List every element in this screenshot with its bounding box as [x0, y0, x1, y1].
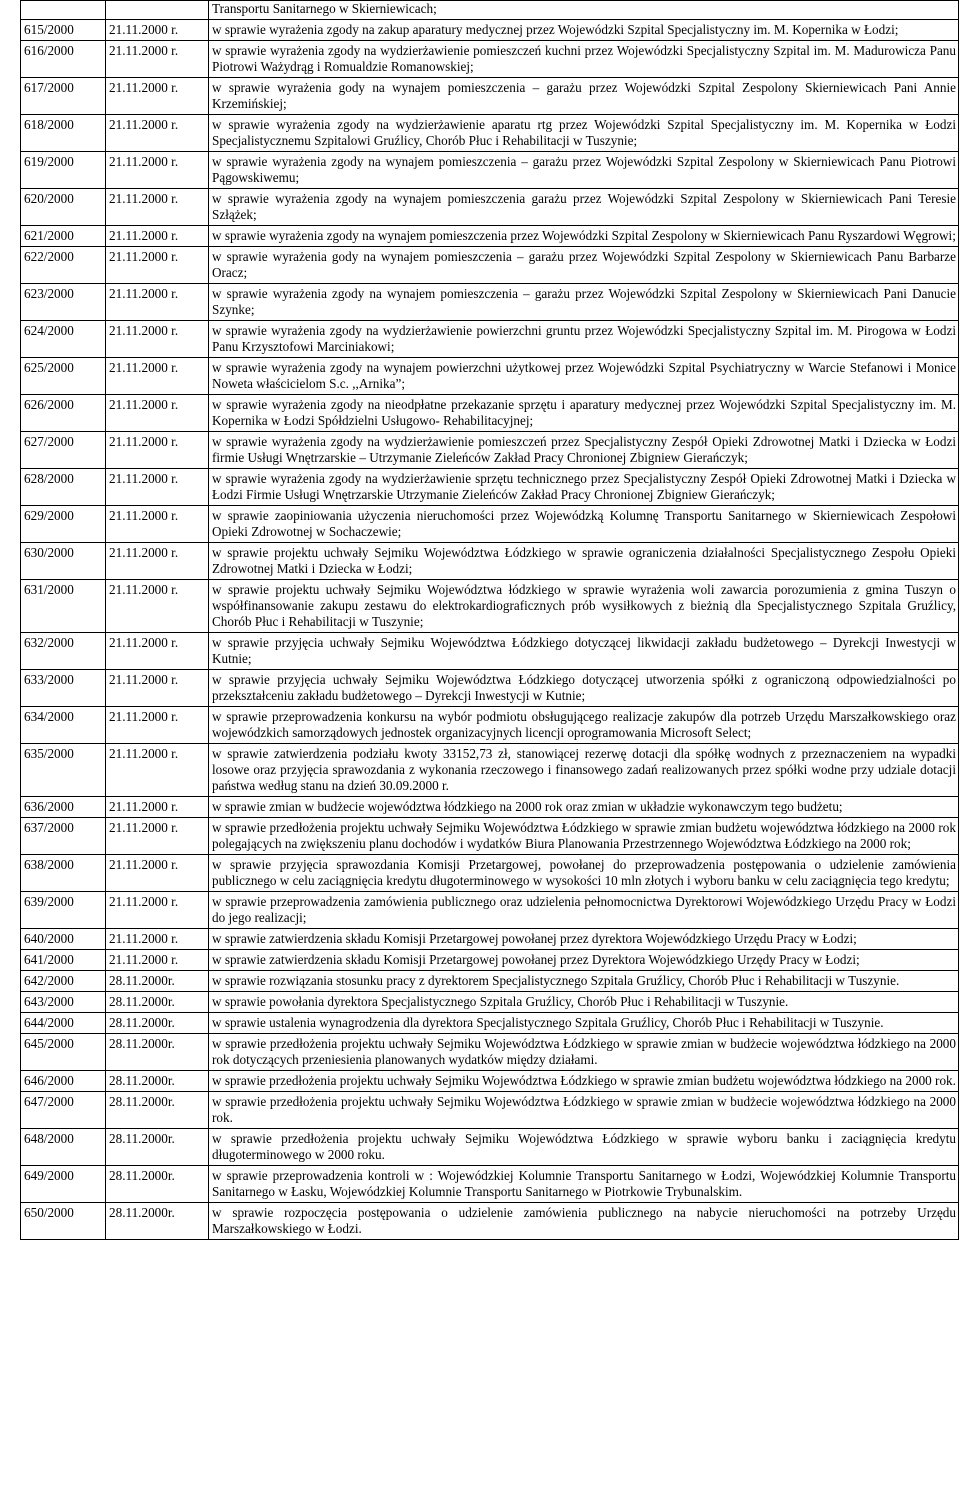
resolution-number: 644/2000 — [21, 1013, 106, 1034]
resolution-subject: w sprawie przedłożenia projektu uchwały Sejmiku Województwa Łódzkiego w sprawie zmian budżetu województwa łódzkiego na 2000 rok polegających na zwiększeniu planu dochodów i wydatków Biura Planowania Przestrzennego Województwa Łódzkiego na 2000 rok; — [209, 818, 959, 855]
resolution-number: 648/2000 — [21, 1129, 106, 1166]
resolution-row — [21, 78, 959, 115]
resolution-subject: w sprawie przyjęcia uchwały Sejmiku Województwa Łódzkiego dotyczącej utworzenia spółki z ograniczoną odpowiedzialności po przekształceniu zakładu budżetowego – Dyrekcji Inwestycji w Kutnie; — [209, 670, 959, 707]
resolution-number: 625/2000 — [21, 358, 106, 395]
resolution-row — [21, 1203, 959, 1240]
resolution-row — [21, 247, 959, 284]
resolution-date: 21.11.2000 r. — [106, 506, 209, 543]
resolution-date: 21.11.2000 r. — [106, 818, 209, 855]
resolution-subject: w sprawie wyrażenia zgody na wynajem pomieszczenia – garażu przez Wojewódzki Szpital Zespolony w Skierniewicach Pani Danucie Szynke; — [209, 284, 959, 321]
resolution-row — [21, 1071, 959, 1092]
resolution-row — [21, 818, 959, 855]
resolution-date: 28.11.2000r. — [106, 1034, 209, 1071]
resolution-subject: w sprawie projektu uchwały Sejmiku Województwa łódzkiego w sprawie wyrażenia woli zawarcia porozumienia z gmina Tuszyn o współfinansowanie zakupu zestawu do elektrokardiograficznych prób wysiłkowych z bieżnią dla Specjalistycznego Szpitala Gruźlicy, Chorób Płuc i Rehabilitacji w Tuszynie; — [209, 580, 959, 633]
resolution-number: 633/2000 — [21, 670, 106, 707]
resolution-date: 21.11.2000 r. — [106, 115, 209, 152]
resolution-subject: w sprawie przeprowadzenia kontroli w : Wojewódzkiej Kolumnie Transportu Sanitarnego w Łodzi, Wojewódzkiej Kolumnie Transportu Sanitarnego w Łasku, Wojewódzkiej Kolumnie Transportu Sanitarnego w Piotrkowie Trybunalskim. — [209, 1166, 959, 1203]
resolution-number: 624/2000 — [21, 321, 106, 358]
resolution-number: 622/2000 — [21, 247, 106, 284]
resolution-row — [21, 1034, 959, 1071]
resolution-date: 28.11.2000r. — [106, 1071, 209, 1092]
continuation-no-cell — [21, 1, 106, 20]
resolution-row — [21, 358, 959, 395]
resolution-subject: w sprawie przyjęcia sprawozdania Komisji Przetargowej, powołanej do przeprowadzenia postępowania o udzielenie zamówienia publicznego w celu zaciągnięcia kredytu długoterminowego w wysokości 10 mln złotych i wyboru banku w celu zaciągnięcia tego kredytu; — [209, 855, 959, 892]
resolution-row — [21, 950, 959, 971]
resolution-row — [21, 284, 959, 321]
resolution-number: 628/2000 — [21, 469, 106, 506]
resolution-subject: w sprawie zmian w budżecie województwa łódzkiego na 2000 rok oraz zmian w układzie wykonawczym tego budżetu; — [209, 797, 959, 818]
resolution-number: 615/2000 — [21, 20, 106, 41]
resolution-subject: w sprawie ustalenia wynagrodzenia dla dyrektora Specjalistycznego Szpitala Gruźlicy, Chorób Płuc i Rehabilitacji w Tuszynie. — [209, 1013, 959, 1034]
resolution-number: 645/2000 — [21, 1034, 106, 1071]
resolution-row — [21, 469, 959, 506]
resolution-date: 21.11.2000 r. — [106, 950, 209, 971]
resolution-subject: w sprawie rozpoczęcia postępowania o udzielenie zamówienia publicznego na nabycie nieruchomości na potrzeby Urzędu Marszałkowskiego w Łodzi. — [209, 1203, 959, 1240]
resolution-subject: w sprawie wyrażenia gody na wynajem pomieszczenia – garażu przez Wojewódzki Szpital Zespolony Skierniewicach Pani Annie Krzemińskiej; — [209, 78, 959, 115]
resolution-subject: w sprawie wyrażenia zgody na wynajem pomieszczenia garażu przez Wojewódzki Szpital Zespolony w Skierniewicach Pani Teresie Szłążek; — [209, 189, 959, 226]
resolution-date: 21.11.2000 r. — [106, 247, 209, 284]
resolution-date: 21.11.2000 r. — [106, 189, 209, 226]
resolution-date: 21.11.2000 r. — [106, 543, 209, 580]
resolution-number: 639/2000 — [21, 892, 106, 929]
resolution-date: 21.11.2000 r. — [106, 432, 209, 469]
resolution-row — [21, 152, 959, 189]
resolution-row — [21, 744, 959, 797]
resolution-number: 629/2000 — [21, 506, 106, 543]
resolution-subject: w sprawie wyrażenia zgody na wynajem pomieszczenia – garażu przez Wojewódzki Szpital Zespolony w Skierniewicach Panu Piotrowi Pągowskiwemu; — [209, 152, 959, 189]
resolution-subject: w sprawie wyrażenia zgody na wydzierżawienie aparatu rtg przez Wojewódzki Szpital Specjalistyczny im. M. Kopernika w Łodzi Specjalistycznemu Szpitalowi Gruźlicy, Chorób Płuc i Rehabilitacji w Tuszynie; — [209, 115, 959, 152]
resolution-date: 28.11.2000r. — [106, 992, 209, 1013]
resolution-subject: w sprawie zaopiniowania użyczenia nieruchomości przez Wojewódzką Kolumnę Transportu Sanitarnego w Skierniewicach Zespołowi Opieki Zdrowotnej w Sochaczewie; — [209, 506, 959, 543]
resolution-row — [21, 670, 959, 707]
resolutions-table-body — [21, 1, 959, 1240]
resolution-number: 620/2000 — [21, 189, 106, 226]
resolution-row — [21, 1166, 959, 1203]
resolutions-table — [20, 0, 959, 1240]
resolution-row — [21, 855, 959, 892]
resolution-row — [21, 506, 959, 543]
resolution-subject: w sprawie wyrażenia zgody na zakup aparatury medycznej przez Wojewódzki Szpital Specjalistyczny im. M. Kopernika w Łodzi; — [209, 20, 959, 41]
resolution-row — [21, 707, 959, 744]
resolution-subject: w sprawie przeprowadzenia zamówienia publicznego oraz udzielenia pełnomocnictwa Dyrektorowi Wojewódzkiego Urzędu Pracy w Łodzi do jego realizacji; — [209, 892, 959, 929]
resolution-number: 616/2000 — [21, 41, 106, 78]
resolution-number: 619/2000 — [21, 152, 106, 189]
resolution-row — [21, 226, 959, 247]
resolution-number: 650/2000 — [21, 1203, 106, 1240]
resolution-number: 637/2000 — [21, 818, 106, 855]
resolution-row — [21, 41, 959, 78]
resolution-subject: w sprawie powołania dyrektora Specjalistycznego Szpitala Gruźlicy, Chorób Płuc i Rehabilitacji w Tuszynie. — [209, 992, 959, 1013]
resolution-number: 647/2000 — [21, 1092, 106, 1129]
resolution-row — [21, 929, 959, 950]
resolution-row — [21, 543, 959, 580]
resolution-number: 638/2000 — [21, 855, 106, 892]
resolution-date: 21.11.2000 r. — [106, 41, 209, 78]
resolution-date: 21.11.2000 r. — [106, 670, 209, 707]
resolution-subject: w sprawie zatwierdzenia składu Komisji Przetargowej powołanej przez Dyrektora Wojewódzkiego Urzędy Pracy w Łodzi; — [209, 950, 959, 971]
resolution-date: 21.11.2000 r. — [106, 395, 209, 432]
resolution-row — [21, 971, 959, 992]
resolution-date: 28.11.2000r. — [106, 971, 209, 992]
resolution-row — [21, 20, 959, 41]
resolution-number: 623/2000 — [21, 284, 106, 321]
resolution-number: 646/2000 — [21, 1071, 106, 1092]
resolution-subject: w sprawie zatwierdzenia składu Komisji Przetargowej powołanej przez dyrektora Wojewódzkiego Urzędu Pracy w Łodzi; — [209, 929, 959, 950]
resolution-number: 626/2000 — [21, 395, 106, 432]
resolution-date: 21.11.2000 r. — [106, 633, 209, 670]
resolution-subject: w sprawie przedłożenia projektu uchwały Sejmiku Województwa Łódzkiego w sprawie wyboru banku i zaciągnięcia kredytu długoterminowego w 2000 roku. — [209, 1129, 959, 1166]
resolution-subject: w sprawie przyjęcia uchwały Sejmiku Województwa Łódzkiego dotyczącej likwidacji zakładu budżetowego – Dyrekcji Inwestycji w Kutnie; — [209, 633, 959, 670]
resolution-number: 649/2000 — [21, 1166, 106, 1203]
resolution-date: 21.11.2000 r. — [106, 744, 209, 797]
resolution-row — [21, 1092, 959, 1129]
continuation-row — [21, 1, 959, 20]
resolution-number: 635/2000 — [21, 744, 106, 797]
resolution-date: 21.11.2000 r. — [106, 469, 209, 506]
resolution-date: 21.11.2000 r. — [106, 284, 209, 321]
resolution-row — [21, 992, 959, 1013]
resolution-number: 630/2000 — [21, 543, 106, 580]
resolution-number: 632/2000 — [21, 633, 106, 670]
resolution-subject: w sprawie projektu uchwały Sejmiku Województwa Łódzkiego w sprawie ograniczenia działalności Specjalistycznego Zespołu Opieki Zdrowotnej Matki i Dziecka w Łodzi; — [209, 543, 959, 580]
resolution-number: 617/2000 — [21, 78, 106, 115]
continuation-subject: Transportu Sanitarnego w Skierniewicach; — [209, 1, 959, 20]
resolution-number: 634/2000 — [21, 707, 106, 744]
resolution-date: 21.11.2000 r. — [106, 358, 209, 395]
resolution-row — [21, 1129, 959, 1166]
resolution-date: 28.11.2000r. — [106, 1129, 209, 1166]
resolution-subject: w sprawie wyrażenia zgody na wynajem pomieszczenia przez Wojewódzki Szpital Zespolony w Skierniewicach Panu Ryszardowi Węgrowi; — [209, 226, 959, 247]
resolution-date: 21.11.2000 r. — [106, 152, 209, 189]
resolution-date: 28.11.2000r. — [106, 1203, 209, 1240]
resolution-date: 21.11.2000 r. — [106, 321, 209, 358]
resolution-subject: w sprawie wyrażenia zgody na wydzierżawienie sprzętu technicznego przez Specjalistyczny Zespół Opieki Zdrowotnej Matki i Dziecka w Łodzi Firmie Usługi Wnętrzarskie Utrzymanie Zieleńców Zakład Pracy Chronionej Zbigniew Gierańczyk; — [209, 469, 959, 506]
resolution-row — [21, 432, 959, 469]
resolution-row — [21, 892, 959, 929]
resolution-row — [21, 115, 959, 152]
resolution-date: 21.11.2000 r. — [106, 580, 209, 633]
resolution-subject: w sprawie przeprowadzenia konkursu na wybór podmiotu obsługującego realizacje zakupów dla potrzeb Urzędu Marszałkowskiego oraz wojewódzkich samorządowych jednostek organizacyjnych licencji oprogramowania Microsoft Select; — [209, 707, 959, 744]
resolution-date: 21.11.2000 r. — [106, 707, 209, 744]
resolution-subject: w sprawie wyrażenia zgody na wydzierżawienie pomieszczeń przez Specjalistyczny Zespół Opieki Zdrowotnej Matki i Dziecka w Łodzi firmie Usługi Wnętrzarskie – Utrzymanie Zieleńców Zakład Pracy Chronionej Zbigniew Gierańczyk; — [209, 432, 959, 469]
resolution-date: 21.11.2000 r. — [106, 892, 209, 929]
resolution-number: 642/2000 — [21, 971, 106, 992]
resolution-row — [21, 321, 959, 358]
resolution-subject: w sprawie wyrażenia zgody na nieodpłatne przekazanie sprzętu i aparatury medycznej przez Wojewódzki Szpital Specjalistyczny im. M. Kopernika w Łodzi Spółdzielni Usługowo- Rehabilitacyjnej; — [209, 395, 959, 432]
resolution-date: 21.11.2000 r. — [106, 78, 209, 115]
resolution-date: 21.11.2000 r. — [106, 20, 209, 41]
resolution-row — [21, 797, 959, 818]
resolution-subject: w sprawie wyrażenia zgody na wynajem powierzchni użytkowej przez Wojewódzki Szpital Psychiatryczny w Warcie Stefanowi i Monice Noweta właścicielom S.c. ,,Arnika”; — [209, 358, 959, 395]
resolution-row — [21, 580, 959, 633]
resolution-date: 21.11.2000 r. — [106, 855, 209, 892]
resolution-number: 621/2000 — [21, 226, 106, 247]
resolution-date: 21.11.2000 r. — [106, 797, 209, 818]
resolution-number: 627/2000 — [21, 432, 106, 469]
resolution-number: 641/2000 — [21, 950, 106, 971]
resolution-row — [21, 633, 959, 670]
resolution-number: 618/2000 — [21, 115, 106, 152]
resolution-subject: w sprawie przedłożenia projektu uchwały Sejmiku Województwa Łódzkiego w sprawie zmian w budżecie województwa łódzkiego na 2000 rok dotyczących przeniesienia planowanych wydatków między działami. — [209, 1034, 959, 1071]
resolution-date: 28.11.2000r. — [106, 1092, 209, 1129]
resolution-subject: w sprawie przedłożenia projektu uchwały Sejmiku Województwa Łódzkiego w sprawie zmian budżetu województwa łódzkiego na 2000 rok. — [209, 1071, 959, 1092]
resolution-subject: w sprawie wyrażenia zgody na wydzierżawienie pomieszczeń kuchni przez Wojewódzki Specjalistyczny Szpital im. M. Madurowicza Panu Piotrowi Ważydrąg i Romualdzie Romanowskiej; — [209, 41, 959, 78]
resolution-row — [21, 395, 959, 432]
resolution-subject: w sprawie wyrażenia zgody na wydzierżawienie powierzchni gruntu przez Wojewódzki Specjalistyczny Szpital im. M. Pirogowa w Łodzi Panu Krzysztofowi Marciniakowi; — [209, 321, 959, 358]
resolution-number: 631/2000 — [21, 580, 106, 633]
resolution-subject: w sprawie zatwierdzenia podziału kwoty 33152,73 zł, stanowiącej rezerwę dotacji dla spółkę wodnych z przeznaczeniem na wypadki losowe oraz przyjęcia sprawozdania z wykonania rzeczowego i finansowego zadań realizowanych przez spółki wodne przy udziale dotacji państwa według stanu na dzień 30.09.2000 r. — [209, 744, 959, 797]
resolution-subject: w sprawie wyrażenia gody na wynajem pomieszczenia – garażu przez Wojewódzki Szpital Zespolony w Skierniewicach Panu Barbarze Oracz; — [209, 247, 959, 284]
resolution-date: 21.11.2000 r. — [106, 226, 209, 247]
resolution-subject: w sprawie przedłożenia projektu uchwały Sejmiku Województwa Łódzkiego w sprawie zmian w budżecie województwa łódzkiego na 2000 rok. — [209, 1092, 959, 1129]
resolution-number: 636/2000 — [21, 797, 106, 818]
resolution-date: 21.11.2000 r. — [106, 929, 209, 950]
resolution-date: 28.11.2000r. — [106, 1166, 209, 1203]
resolution-row — [21, 1013, 959, 1034]
resolution-date: 28.11.2000r. — [106, 1013, 209, 1034]
resolution-subject: w sprawie rozwiązania stosunku pracy z dyrektorem Specjalistycznego Szpitala Gruźlicy, Chorób Płuc i Rehabilitacji w Tuszynie. — [209, 971, 959, 992]
resolution-number: 640/2000 — [21, 929, 106, 950]
continuation-date-cell — [106, 1, 209, 20]
resolution-number: 643/2000 — [21, 992, 106, 1013]
resolution-row — [21, 189, 959, 226]
